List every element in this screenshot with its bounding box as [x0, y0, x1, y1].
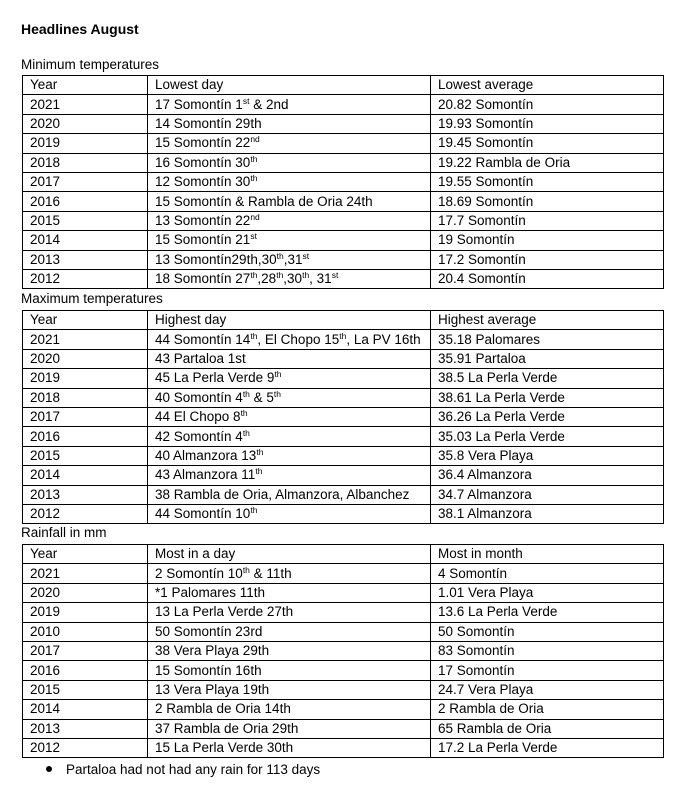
rain-note [46, 761, 320, 779]
cell-text: 2012 [30, 271, 61, 287]
table-cell [23, 719, 148, 738]
ordinal-suffix: th [302, 270, 310, 281]
table-cell [23, 192, 148, 211]
cell-text: 44 El Chopo 8 [155, 409, 241, 425]
cell-text: 2021 [30, 331, 61, 347]
table-cell [431, 269, 664, 288]
ordinal-suffix: th [250, 153, 258, 164]
table-cell [23, 407, 148, 426]
table-cell [23, 641, 148, 660]
table-cell [23, 330, 148, 349]
cell-text: , El Chopo 15 [257, 331, 340, 347]
cell-text: 19 Somontín [438, 232, 515, 248]
cell-text: 35.91 Partaloa [438, 350, 526, 366]
ordinal-suffix: st [331, 270, 339, 281]
table-cell [23, 211, 148, 230]
cell-text: , La PV 16th [346, 331, 421, 347]
cell-text: 38 Rambla de Oria, Almanzora, Albanchez [155, 486, 410, 502]
table-row [23, 446, 664, 465]
table-cell [431, 250, 664, 269]
cell-text: 43 Almanzora 11 [155, 467, 256, 483]
table-cell [148, 349, 431, 368]
cell-text: 43 Partaloa 1st [155, 350, 246, 366]
ordinal-suffix: th [250, 173, 258, 184]
table-cell [431, 211, 664, 230]
cell-text: 50 Somontín [438, 623, 515, 639]
table-cell [148, 95, 431, 114]
column-header: Lowest day [148, 76, 431, 95]
ordinal-suffix: th [273, 388, 282, 399]
table-cell [431, 641, 664, 660]
cell-text: 65 Rambla de Oria [438, 720, 552, 736]
table-cell [23, 446, 148, 465]
table-cell [148, 407, 431, 426]
column-header: Highest day [148, 311, 431, 330]
table-cell [148, 211, 431, 230]
table-row [23, 583, 664, 602]
cell-text: 38.5 La Perla Verde [438, 370, 558, 386]
cell-text: 12 Somontín 30 [155, 174, 251, 190]
cell-text: 2016 [30, 193, 61, 209]
cell-text: 2013 [30, 486, 61, 502]
cell-text: 2020 [30, 115, 61, 131]
rainfall-table [22, 544, 664, 758]
table-cell [23, 172, 148, 191]
table-row [23, 153, 664, 172]
table-cell [148, 700, 431, 719]
table-row [23, 192, 664, 211]
table-cell [23, 153, 148, 172]
table-cell [148, 446, 431, 465]
table-cell [23, 369, 148, 388]
cell-text: 2018 [30, 154, 61, 170]
table-cell [431, 485, 664, 504]
cell-text: 17.2 La Perla Verde [438, 740, 558, 756]
table-cell [148, 680, 431, 699]
cell-text: 20.4 Somontín [438, 271, 526, 287]
table-cell [431, 114, 664, 133]
table-cell [431, 427, 664, 446]
table-row [23, 95, 664, 114]
table-cell [148, 114, 431, 133]
table-cell [431, 446, 664, 465]
table-cell [23, 603, 148, 622]
table-cell [23, 388, 148, 407]
table-cell [148, 641, 431, 660]
column-header: Most in month [431, 545, 664, 564]
cell-text: 44 Somontín 10 [155, 506, 251, 522]
ordinal-suffix: th [276, 270, 284, 281]
table-row [23, 388, 664, 407]
table-cell [23, 269, 148, 288]
table-row [23, 407, 664, 426]
table-cell [23, 504, 148, 523]
table-cell [23, 231, 148, 250]
ordinal-suffix: th [250, 270, 258, 281]
table-row [23, 369, 664, 388]
cell-text: & 11th [249, 565, 292, 581]
table-cell [148, 622, 431, 641]
table-cell [23, 738, 148, 757]
table-cell [431, 622, 664, 641]
cell-text: 35.03 La Perla Verde [438, 428, 565, 444]
table-row [23, 661, 664, 680]
table-cell [148, 738, 431, 757]
cell-text: 17.7 Somontín [438, 212, 526, 228]
ordinal-suffix: th [256, 446, 264, 457]
table-cell [148, 583, 431, 602]
cell-text: 38 Vera Playa 29th [155, 643, 270, 659]
ordinal-suffix: th [276, 250, 284, 261]
table-cell [148, 661, 431, 680]
cell-text: 13 Somontín29th,30 [155, 251, 277, 267]
cell-text: 2017 [30, 174, 61, 190]
cell-text: 17 Somontín 1 [155, 96, 243, 112]
table-cell [23, 622, 148, 641]
cell-text: 34.7 Almanzora [438, 486, 532, 502]
table-cell [23, 680, 148, 699]
ordinal-suffix: th [250, 330, 258, 341]
cell-text: 2015 [30, 681, 61, 697]
cell-text: *1 Palomares 11th [155, 584, 266, 600]
table-cell [23, 427, 148, 446]
cell-text: 37 Rambla de Oria 29th [155, 720, 299, 736]
table-header-row [23, 76, 664, 95]
cell-text: 2019 [30, 604, 61, 620]
cell-text: 2012 [30, 506, 61, 522]
table-row [23, 231, 664, 250]
column-header: Year [23, 311, 148, 330]
cell-text: 2 Rambla de Oria 14th [155, 701, 291, 717]
table-row [23, 134, 664, 153]
rainfall-label: Rainfall in mm [21, 525, 107, 540]
table-row [23, 466, 664, 485]
table-cell [148, 231, 431, 250]
cell-text: 2021 [30, 96, 61, 112]
cell-text: 2017 [30, 643, 61, 659]
cell-text: 13 La Perla Verde 27th [155, 604, 294, 620]
ordinal-suffix: th [242, 427, 250, 438]
table-cell [23, 349, 148, 368]
table-cell [431, 231, 664, 250]
table-cell [148, 269, 431, 288]
table-row [23, 330, 664, 349]
max-temperatures-label: Maximum temperatures [21, 291, 163, 306]
table-cell [431, 192, 664, 211]
ordinal-suffix: st [302, 250, 310, 261]
table-cell [23, 485, 148, 504]
cell-text: 13.6 La Perla Verde [438, 604, 558, 620]
cell-text: 2014 [30, 701, 61, 717]
ordinal-suffix: th [250, 505, 258, 516]
cell-text: 20.82 Somontín [438, 96, 534, 112]
cell-text: 2010 [30, 623, 61, 639]
cell-text: 2 Rambla de Oria [438, 701, 544, 717]
table-cell [148, 427, 431, 446]
table-row [23, 485, 664, 504]
table-row [23, 427, 664, 446]
cell-text: 38.61 La Perla Verde [438, 389, 565, 405]
table-header-row [23, 545, 664, 564]
ordinal-suffix: nd [250, 134, 260, 145]
table-cell [148, 192, 431, 211]
cell-text: 19.22 Rambla de Oria [438, 154, 571, 170]
table-cell [431, 349, 664, 368]
table-cell [431, 661, 664, 680]
ordinal-suffix: st [250, 231, 257, 242]
table-cell [23, 134, 148, 153]
table-cell [431, 700, 664, 719]
column-header: Highest average [431, 311, 664, 330]
cell-text: 35.18 Palomares [438, 331, 541, 347]
cell-text: 2012 [30, 740, 61, 756]
cell-text: 18 Somontín 27 [155, 271, 251, 287]
cell-text: , 31 [309, 271, 332, 287]
cell-text: 2019 [30, 135, 61, 151]
table-cell [148, 564, 431, 583]
cell-text: 2018 [30, 389, 61, 405]
table-cell [148, 388, 431, 407]
column-header: Year [23, 76, 148, 95]
cell-text: 2020 [30, 584, 61, 600]
table-cell [148, 369, 431, 388]
cell-text: 2016 [30, 428, 61, 444]
cell-text: ,28 [257, 271, 277, 287]
cell-text: 4 Somontín [438, 565, 508, 581]
table-cell [148, 504, 431, 523]
cell-text: 40 Somontín 4 [155, 389, 243, 405]
table-row [23, 603, 664, 622]
cell-text: 2019 [30, 370, 61, 386]
cell-text: 17.2 Somontín [438, 251, 526, 267]
cell-text: 2013 [30, 720, 61, 736]
table-cell [148, 250, 431, 269]
cell-text: 2014 [30, 467, 61, 483]
cell-text: 40 Almanzora 13 [155, 447, 257, 463]
cell-text: 42 Somontín 4 [155, 428, 243, 444]
table-cell [148, 719, 431, 738]
cell-text: 2014 [30, 232, 61, 248]
table-cell [23, 661, 148, 680]
table-cell [148, 172, 431, 191]
table-cell [23, 583, 148, 602]
cell-text: & 2nd [249, 96, 289, 112]
table-cell [431, 134, 664, 153]
cell-text: 36.26 La Perla Verde [438, 409, 565, 425]
cell-text: 45 La Perla Verde 9 [155, 370, 275, 386]
table-cell [431, 719, 664, 738]
table-cell [23, 700, 148, 719]
cell-text: 15 Somontín & Rambla de Oria 24th [155, 193, 373, 209]
cell-text: ,30 [283, 271, 303, 287]
table-row [23, 349, 664, 368]
min-temperatures-label: Minimum temperatures [21, 57, 160, 72]
table-cell [431, 603, 664, 622]
ordinal-suffix: th [339, 330, 347, 341]
bullet-icon [46, 766, 52, 772]
min-temperatures-table [22, 75, 664, 289]
table-row [23, 700, 664, 719]
table-cell [148, 330, 431, 349]
table-row [23, 680, 664, 699]
table-header-row [23, 311, 664, 330]
table-row [23, 504, 664, 523]
cell-text: 2016 [30, 662, 61, 678]
cell-text: 24.7 Vera Playa [438, 681, 534, 697]
table-cell [431, 369, 664, 388]
table-cell [23, 564, 148, 583]
table-cell [23, 114, 148, 133]
cell-text: 44 Somontín 14 [155, 331, 251, 347]
table-cell [431, 504, 664, 523]
table-row [23, 622, 664, 641]
table-row [23, 641, 664, 660]
table-row [23, 738, 664, 757]
table-row [23, 114, 664, 133]
cell-text: 2013 [30, 251, 61, 267]
column-header: Lowest average [431, 76, 664, 95]
document-title: Headlines August [21, 21, 139, 37]
ordinal-suffix: th [274, 369, 282, 380]
table-row [23, 172, 664, 191]
cell-text: 15 Somontín 22 [155, 135, 251, 151]
table-row [23, 211, 664, 230]
cell-text: 15 Somontín 21 [155, 232, 251, 248]
table-row [23, 719, 664, 738]
cell-text: 36.4 Almanzora [438, 467, 532, 483]
cell-text: 15 Somontín 16th [155, 662, 262, 678]
cell-text: 83 Somontín [438, 643, 515, 659]
column-header: Year [23, 545, 148, 564]
cell-text: 16 Somontín 30 [155, 154, 251, 170]
cell-text: 14 Somontín 29th [155, 115, 262, 131]
cell-text: 2020 [30, 350, 61, 366]
table-row [23, 564, 664, 583]
ordinal-suffix: th [242, 388, 250, 399]
table-cell [431, 738, 664, 757]
cell-text: 35.8 Vera Playa [438, 447, 534, 463]
cell-text: ,31 [283, 251, 303, 267]
cell-text: 38.1 Almanzora [438, 506, 532, 522]
cell-text: 2017 [30, 409, 61, 425]
cell-text: 13 Somontín 22 [155, 212, 251, 228]
table-cell [148, 466, 431, 485]
ordinal-suffix: th [255, 466, 263, 477]
ordinal-suffix: nd [250, 211, 260, 222]
table-cell [431, 330, 664, 349]
table-cell [431, 407, 664, 426]
table-cell [431, 388, 664, 407]
table-cell [431, 564, 664, 583]
table-cell [431, 95, 664, 114]
table-cell [431, 680, 664, 699]
cell-text: 15 La Perla Verde 30th [155, 740, 294, 756]
table-cell [431, 172, 664, 191]
table-cell [148, 485, 431, 504]
cell-text: 2015 [30, 212, 61, 228]
table-cell [23, 250, 148, 269]
table-cell [148, 153, 431, 172]
cell-text: 18.69 Somontín [438, 193, 534, 209]
table-cell [431, 466, 664, 485]
ordinal-suffix: th [240, 408, 248, 419]
cell-text: 1.01 Vera Playa [438, 584, 534, 600]
cell-text: 2015 [30, 447, 61, 463]
cell-text: 2021 [30, 565, 61, 581]
table-row [23, 269, 664, 288]
cell-text: 2 Somontín 10 [155, 565, 243, 581]
table-cell [148, 603, 431, 622]
table-cell [431, 583, 664, 602]
cell-text: 13 Vera Playa 19th [155, 681, 270, 697]
ordinal-suffix: st [242, 95, 250, 106]
table-row [23, 250, 664, 269]
cell-text: 19.45 Somontín [438, 135, 534, 151]
cell-text: 19.93 Somontín [438, 115, 534, 131]
table-cell [23, 466, 148, 485]
table-cell [431, 153, 664, 172]
cell-text: 17 Somontín [438, 662, 515, 678]
table-cell [23, 95, 148, 114]
cell-text: 50 Somontín 23rd [155, 623, 263, 639]
table-cell [148, 134, 431, 153]
cell-text: 19.55 Somontín [438, 174, 534, 190]
rain-note-text: Partaloa had not had any rain for 113 days [66, 762, 321, 777]
column-header: Most in a day [148, 545, 431, 564]
max-temperatures-table [22, 310, 664, 524]
ordinal-suffix: th [242, 564, 250, 575]
cell-text: & 5 [249, 389, 274, 405]
